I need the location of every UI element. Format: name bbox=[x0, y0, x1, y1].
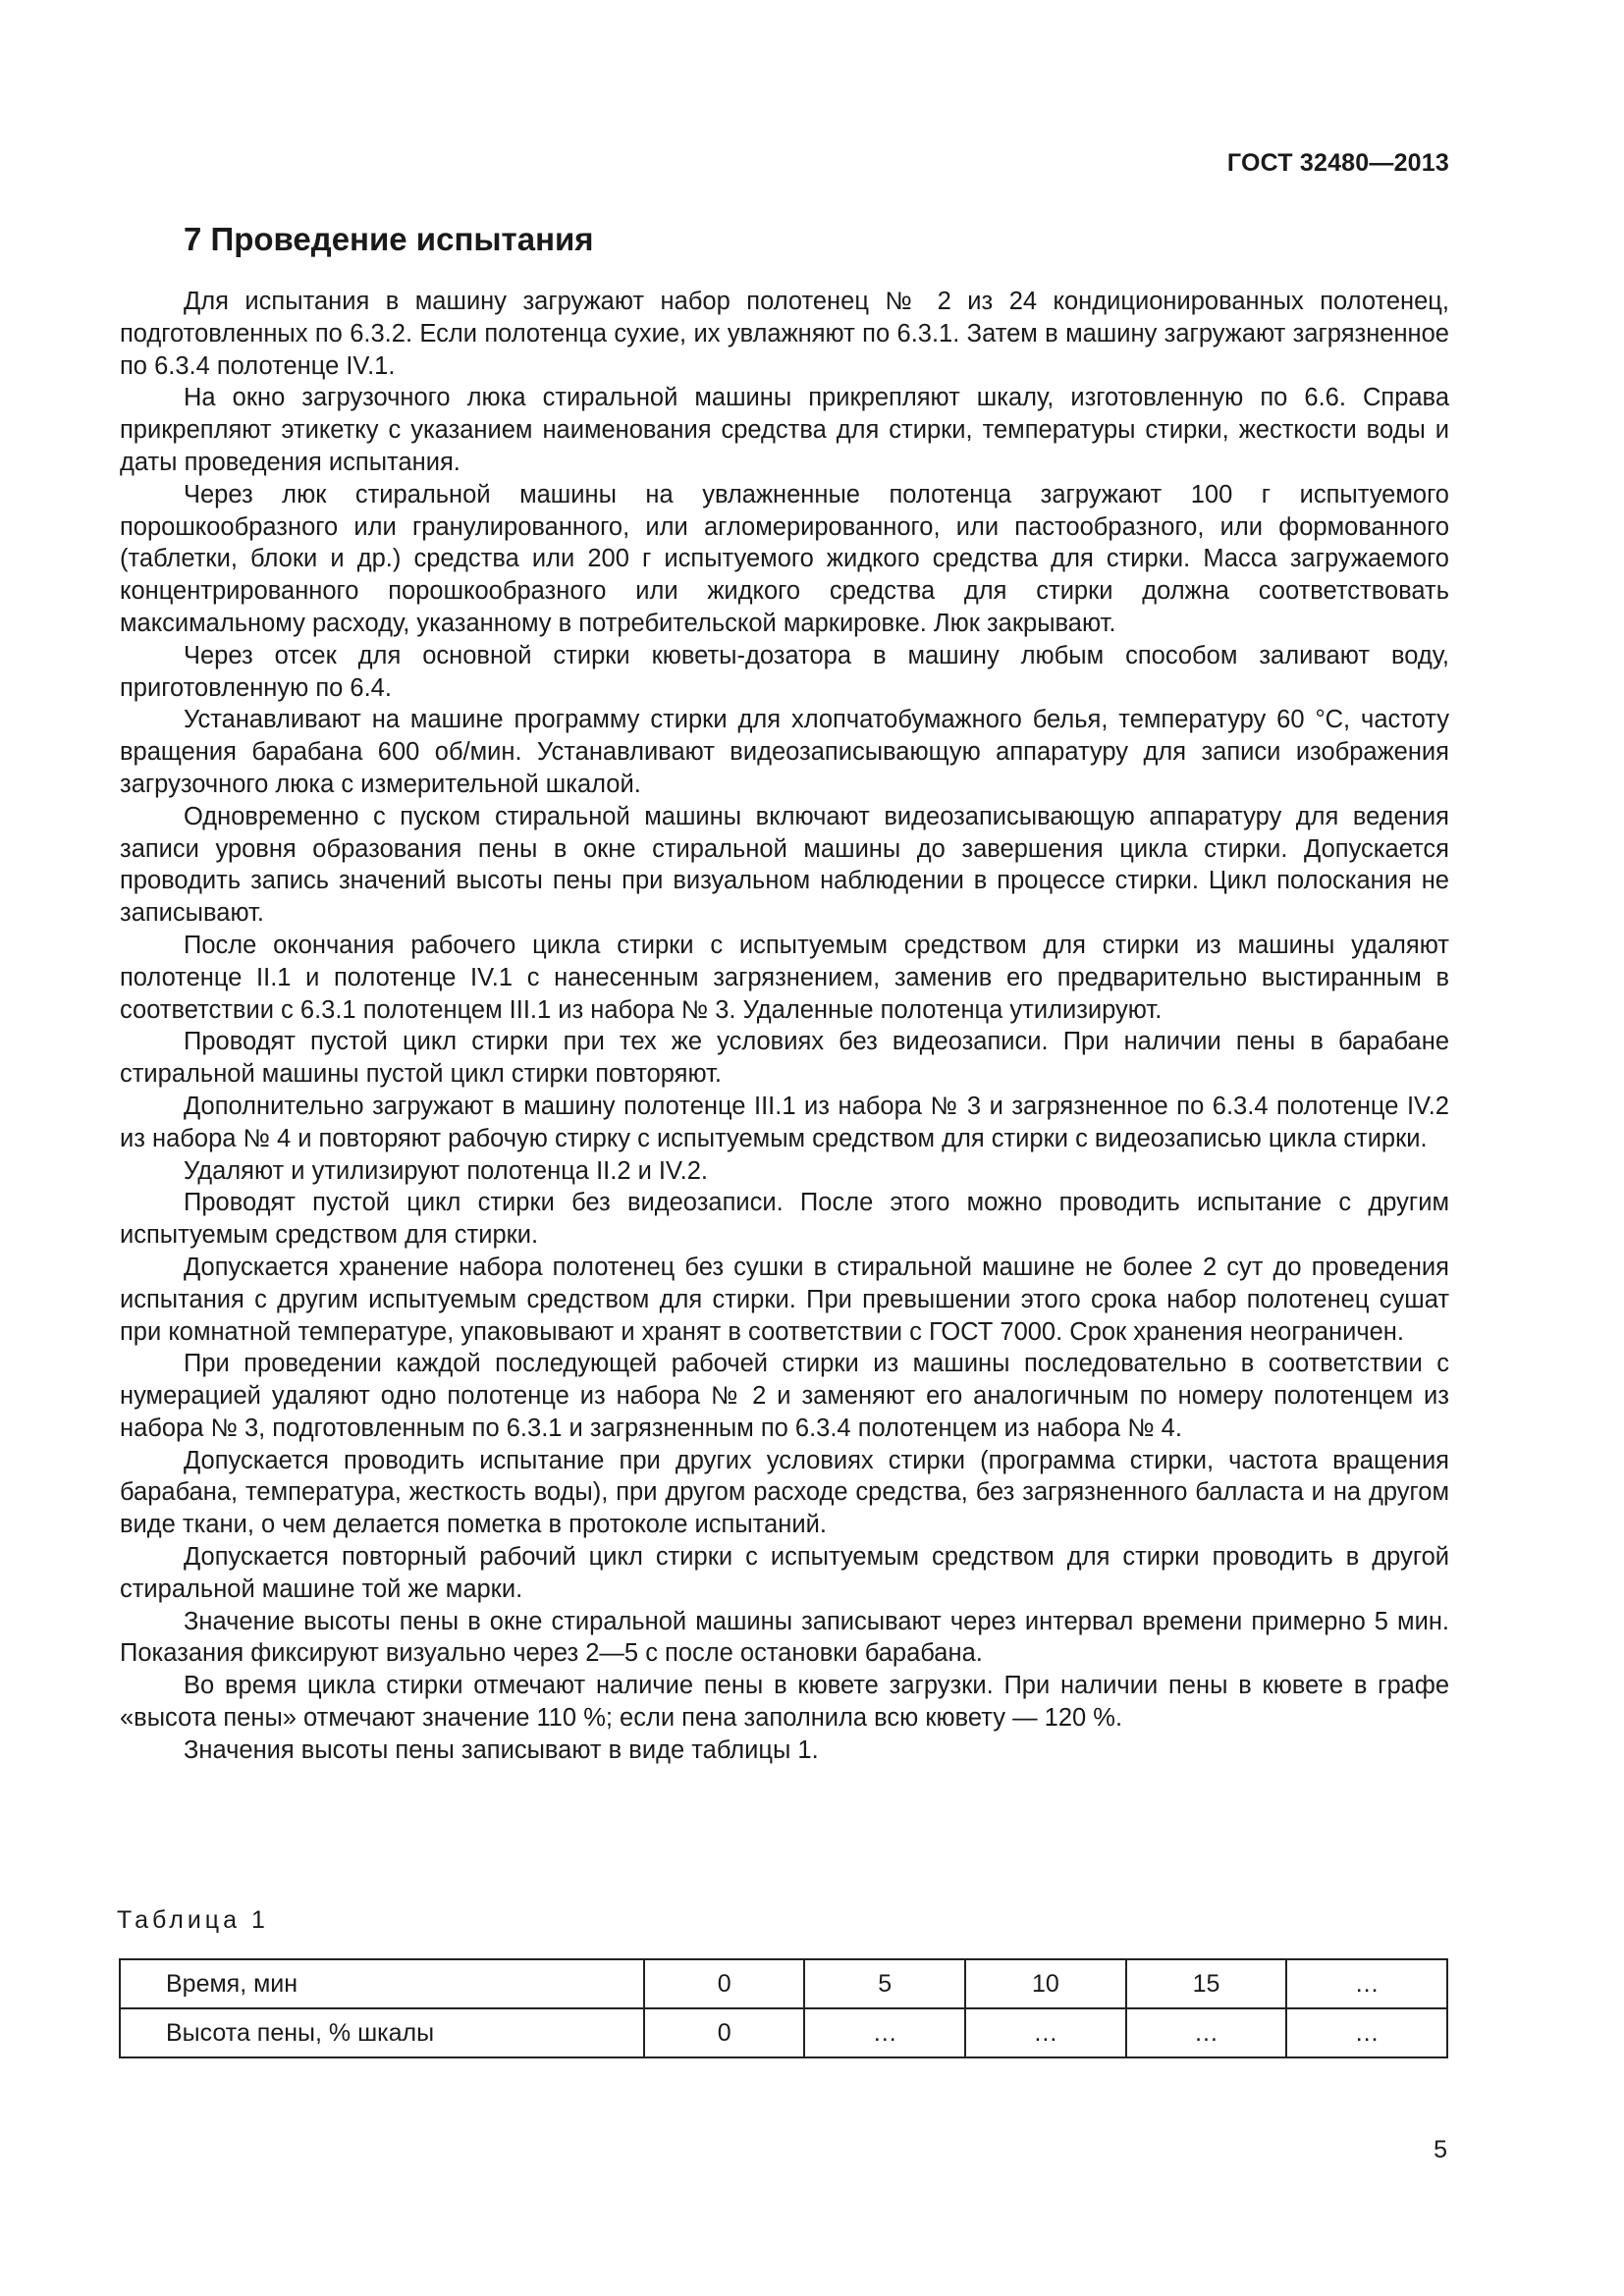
paragraph: Дополнительно загружают в машину полотенце III.1 из набора № 3 и загрязненное по 6.3.4 полотенце IV.2 из набора № 4 и повторяют рабочую стирку с испытуемым средством для стирки с видеозаписью цикла стирки. bbox=[120, 1092, 1449, 1152]
paragraph: Допускается проводить испытание при других условиях стирки (программа стирки, частота вращения барабана, температура, жесткость воды), при другом расходе средства, без загрязненного балласта и на другом виде ткани, о чем делается пометка в протоколе испытаний. bbox=[120, 1446, 1449, 1539]
paragraph: Для испытания в машину загружают набор полотенец № 2 из 24 кондиционированных полотенец, подготовленных по 6.3.2. Если полотенца сухие, их увлажняют по 6.3.1. Затем в машину загружают загрязненное по 6.3.4 полотенце IV.1. bbox=[120, 288, 1449, 380]
paragraph: Проводят пустой цикл стирки при тех же условиях без видеозаписи. При наличии пены в барабане стиральной машины пустой цикл стирки повторяют. bbox=[120, 1028, 1449, 1089]
paragraph: Допускается хранение набора полотенец без сушки в стиральной машине не более 2 сут до проведения испытания с другим испытуемым средством для стирки. При превышении этого срока набор полотенец сушат при комнатной температуре, упаковывают и хранят в соответствии с ГОСТ 7000. Срок хранения неограничен. bbox=[120, 1253, 1449, 1346]
paragraph: Значения высоты пены записывают в виде таблицы 1. bbox=[184, 1735, 819, 1764]
paragraph: Значение высоты пены в окне стиральной машины записывают через интервал времени примерно 5 мин. Показания фиксируют визуально через 2—5 с после остановки барабана. bbox=[120, 1607, 1449, 1668]
table-cell: … bbox=[1286, 1959, 1447, 2008]
section-body bbox=[120, 286, 1449, 1767]
paragraph: После окончания рабочего цикла стирки с испытуемым средством для стирки из машины удаляют полотенце II.1 и полотенце IV.1 с нанесенным загрязнением, заменив его предварительно выстиранным в соответствии с 6.3.1 полотенцем III.1 из набора № 3. Удаленные полотенца утилизируют. bbox=[120, 931, 1449, 1024]
paragraph: Проводят пустой цикл стирки без видеозаписи. После этого можно проводить испытание с другим испытуемым средством для стирки. bbox=[120, 1189, 1449, 1250]
table-cell: … bbox=[1126, 2008, 1287, 2057]
paragraph: Во время цикла стирки отмечают наличие пены в кювете загрузки. При наличии пены в кювете в графе «высота пены» отмечают значение 110 %; если пена заполнила всю кювету — 120 %. bbox=[120, 1672, 1449, 1733]
row-header-time: Время, мин bbox=[120, 1959, 644, 2008]
table-cell: … bbox=[1286, 2008, 1447, 2057]
paragraph: Допускается повторный рабочий цикл стирки с испытуемым средством для стирки проводить в другой стиральной машине той же марки. bbox=[120, 1543, 1449, 1603]
table-cell: 5 bbox=[804, 1959, 965, 2008]
table-cell: 10 bbox=[965, 1959, 1126, 2008]
paragraph: Устанавливают на машине программу стирки для хлопчатобумажного белья, температуру 60 °С, частоту вращения барабана 600 об/мин. Устанавливают видеозаписывающую аппаратуру для записи изображения загрузочного люка с измерительной шкалой. bbox=[120, 706, 1449, 798]
table-cell: … bbox=[804, 2008, 965, 2057]
table-row bbox=[120, 2008, 1447, 2057]
table-cell: 0 bbox=[644, 1959, 804, 2008]
table-cell: 15 bbox=[1126, 1959, 1287, 2008]
paragraph: Удаляют и утилизируют полотенца II.2 и IV.2. bbox=[184, 1156, 709, 1185]
paragraph: На окно загрузочного люка стиральной машины прикрепляют шкалу, изготовленную по 6.6. Справа прикрепляют этикетку с указанием наименования средства для стирки, температуры стирки, жесткости воды и даты проведения испытания. bbox=[120, 384, 1449, 476]
row-header-foam-height: Высота пены, % шкалы bbox=[120, 2008, 644, 2057]
table-cell: … bbox=[965, 2008, 1126, 2057]
page-number: 5 bbox=[1434, 2136, 1447, 2163]
table-caption: Таблица 1 bbox=[117, 1906, 269, 1934]
foam-height-table bbox=[119, 1958, 1448, 2058]
section-title: 7 Проведение испытания bbox=[184, 221, 594, 257]
table-row bbox=[120, 1959, 1447, 2008]
table-cell: 0 bbox=[644, 2008, 804, 2057]
standard-designation: ГОСТ 32480—2013 bbox=[1226, 149, 1449, 177]
paragraph: Через отсек для основной стирки кюветы-дозатора в машину любым способом заливают воду, приготовленную по 6.4. bbox=[120, 641, 1449, 702]
paragraph: Одновременно с пуском стиральной машины включают видеозаписывающую аппаратуру для ведения записи уровня образования пены в окне стиральной машины до завершения цикла стирки. Допускается проводить запись значений высоты пены при визуальном наблюдении в процессе стирки. Цикл полоскания не записывают. bbox=[120, 802, 1449, 928]
paragraph: Через люк стиральной машины на увлажненные полотенца загружают 100 г испытуемого порошкообразного или гранулированного, или агломерированного, или пастообразного, или формованного (таблетки, блоки и др.) средства или 200 г испытуемого жидкого средства для стирки. Масса загружаемого концентрированного порошкообразного или жидкого средства для стирки должна соответствовать максимальному расходу, указанному в потребительской маркировке. Люк закрывают. bbox=[120, 480, 1449, 637]
paragraph: При проведении каждой последующей рабочей стирки из машины последовательно в соответствии с нумерацией удаляют одно полотенце из набора № 2 и заменяют его аналогичным по номеру полотенцем из набора № 3, подготовленным по 6.3.1 и загрязненным по 6.3.4 полотенцем из набора № 4. bbox=[120, 1350, 1449, 1442]
